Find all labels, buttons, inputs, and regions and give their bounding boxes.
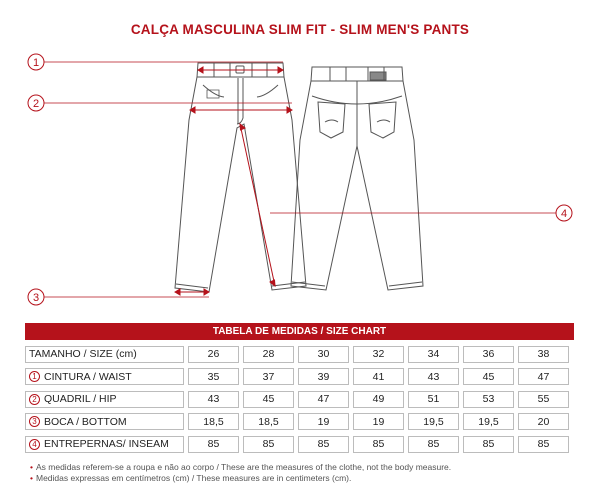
hip-row: [25, 391, 574, 408]
bullet-icon: •: [30, 473, 33, 483]
table-cell: 85: [518, 436, 569, 453]
bottom-label: 3 BOCA / BOTTOM: [25, 413, 184, 430]
table-cell: 45: [243, 391, 294, 408]
size-row: [25, 346, 574, 363]
size-cell: 34: [408, 346, 459, 363]
waist-row: [25, 368, 574, 385]
svg-text:2: 2: [32, 98, 40, 110]
table-cell: 19,5: [408, 413, 459, 430]
table-cell: 43: [188, 391, 239, 408]
table-cell: 47: [298, 391, 349, 408]
table-cell: 41: [353, 368, 404, 385]
svg-text:4: 4: [560, 208, 568, 220]
table-cell: 85: [353, 436, 404, 453]
size-cell: 26: [188, 346, 239, 363]
size-cell: 32: [353, 346, 404, 363]
size-cell: 28: [243, 346, 294, 363]
table-cell: 47: [518, 368, 569, 385]
marker-badge: 2: [29, 394, 40, 405]
table-cell: 43: [408, 368, 459, 385]
bullet-icon: •: [30, 462, 33, 472]
table-cell: 20: [518, 413, 569, 430]
marker-2: [28, 95, 44, 111]
table-cell: 85: [188, 436, 239, 453]
footnotes: [30, 462, 451, 484]
size-cell: 38: [518, 346, 569, 363]
table-cell: 45: [463, 368, 514, 385]
measurement-lines: [44, 62, 556, 297]
marker-badge: 4: [29, 439, 40, 450]
marker-4: [556, 205, 572, 221]
size-chart-table: [25, 323, 574, 453]
table-cell: 39: [298, 368, 349, 385]
marker-1: [28, 54, 44, 70]
page-title: CALÇA MASCULINA SLIM FIT - SLIM MEN'S PANTS: [130, 22, 470, 37]
size-chart-header: TABELA DE MEDIDAS / SIZE CHART: [25, 323, 574, 340]
bottom-row: [25, 413, 574, 430]
marker-3: [28, 289, 44, 305]
table-cell: 19: [353, 413, 404, 430]
marker-badge: 3: [29, 416, 40, 427]
hip-label: 2 QUADRIL / HIP: [25, 391, 184, 408]
table-cell: 18,5: [188, 413, 239, 430]
table-cell: 18,5: [243, 413, 294, 430]
table-cell: 85: [463, 436, 514, 453]
front-pants-illustration: [175, 63, 306, 292]
table-cell: 85: [408, 436, 459, 453]
table-cell: 85: [298, 436, 349, 453]
marker-badge: 1: [29, 371, 40, 382]
svg-text:3: 3: [32, 292, 40, 304]
size-cell: 30: [298, 346, 349, 363]
inseam-row: [25, 436, 574, 453]
table-cell: 19: [298, 413, 349, 430]
footnote-1: • As medidas referem-se a roupa e não ao corpo / These are the measures of the clothe, not the body measure.: [30, 462, 452, 472]
table-cell: 49: [353, 391, 404, 408]
back-pants-illustration: [291, 67, 423, 290]
table-cell: 85: [243, 436, 294, 453]
table-cell: 19,5: [463, 413, 514, 430]
inseam-label: 4 ENTREPERNAS/ INSEAM: [25, 436, 184, 453]
size-label: TAMANHO / SIZE (cm): [25, 346, 184, 363]
table-cell: 53: [463, 391, 514, 408]
table-cell: 55: [518, 391, 569, 408]
size-cell: 36: [463, 346, 514, 363]
table-cell: 35: [188, 368, 239, 385]
table-cell: 37: [243, 368, 294, 385]
waist-label: 1 CINTURA / WAIST: [25, 368, 184, 385]
svg-text:1: 1: [32, 57, 40, 69]
table-cell: 51: [408, 391, 459, 408]
footnote-2: • Medidas expressas em centímetros (cm) / These measures are in centimeters (cm).: [30, 473, 352, 483]
